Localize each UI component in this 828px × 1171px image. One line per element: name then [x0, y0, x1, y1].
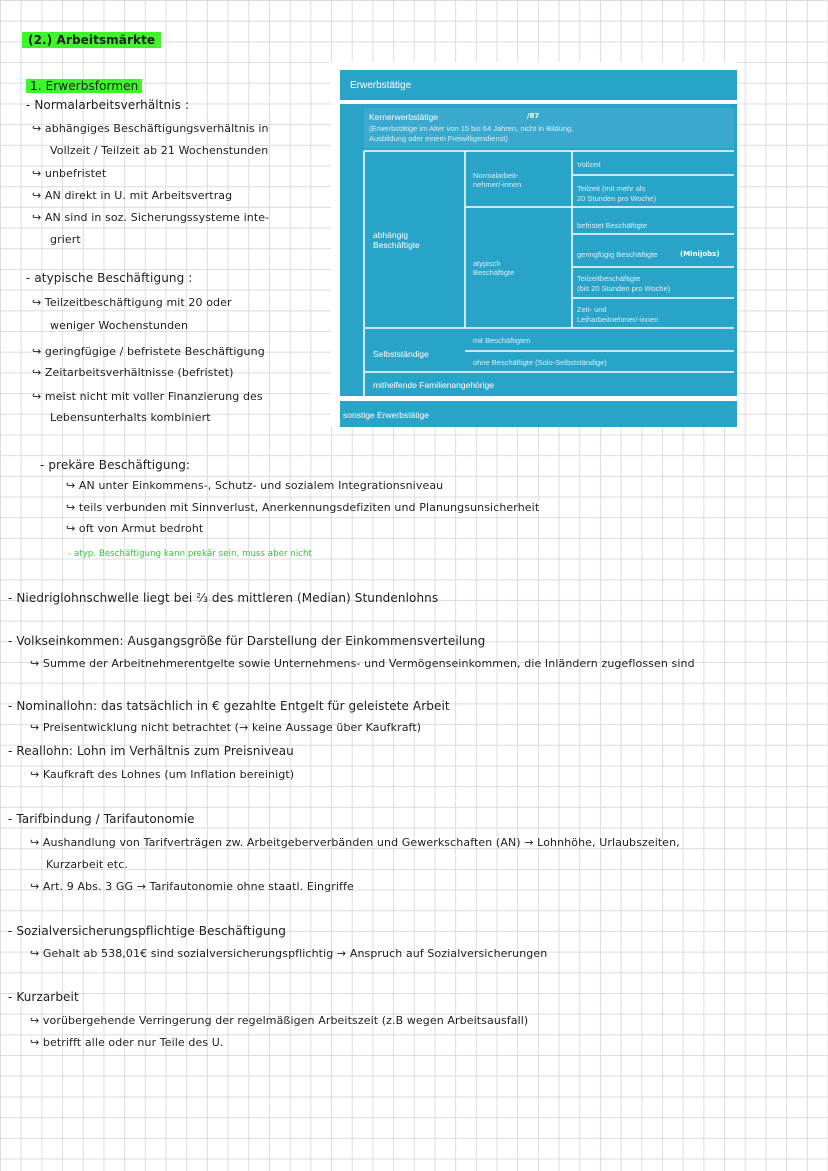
tarif-line: ↪ Aushandlung von Tarifverträgen zw. Arbeitgeberverbänden und Gewerkschaften (AN) → Lohnhöhe, Urlaubszeiten,: [30, 836, 680, 849]
kern-title: Kernerwerbstätige: [369, 112, 438, 122]
abh-label: Beschäftigte: [373, 240, 420, 250]
kern-note: /87: [527, 112, 540, 120]
reallohn-line: - Reallohn: Lohn im Verhältnis zum Preisniveau: [8, 744, 294, 758]
tarif-line: ↪ Art. 9 Abs. 3 GG → Tarifautonomie ohne staatl. Eingriffe: [30, 880, 354, 893]
section-title-erwerbsformen: 1. Erwerbsformen: [26, 79, 142, 94]
zeit-label: Leiharbeitnehmer/-innen: [577, 315, 659, 324]
vollzeit-label: Vollzeit: [577, 160, 601, 169]
mit-label: mit Beschäftigten: [473, 336, 531, 345]
prekaer-title: - prekäre Beschäftigung:: [40, 458, 191, 472]
atyp-title: - atypische Beschäftigung :: [26, 271, 193, 285]
prekaer-line: ↪ teils verbunden mit Sinnverlust, Anerkennungsdefiziten und Planungsunsicherheit: [66, 501, 540, 514]
normal-line: Vollzeit / Teilzeit ab 21 Wochenstunden: [50, 144, 269, 157]
erwerbstaetige-diagram: [331, 62, 737, 427]
normal-label: nehmer/-innen: [473, 180, 522, 189]
atyp-line: ↪ Teilzeitbeschäftigung mit 20 oder: [32, 296, 232, 309]
page-title: (2.) Arbeitsmärkte: [22, 33, 161, 48]
normal-line: ↪ unbefristet: [32, 167, 107, 180]
sonstige-label: sonstige Erwerbstätige: [343, 410, 429, 420]
volkseinkommen-line: ↪ Summe der Arbeitnehmerentgelte sowie Unternehmens- und Vermögenseinkommen, die Inländern zugeflossen sind: [30, 657, 695, 670]
abh-label: abhängig: [373, 230, 408, 240]
diagram-header-label: Erwerbstätige: [350, 80, 412, 91]
kurzarbeit-title: - Kurzarbeit: [8, 990, 79, 1004]
familie-label: mithelfende Familienangehörige: [373, 380, 494, 390]
atyp-label: Beschäftigte: [473, 268, 515, 277]
kern-sub: (Erwerbstätige im Alter von 15 bis 64 Jahren, nicht in Bildung,: [369, 124, 574, 133]
teilzeit-label: 20 Stunden pro Woche): [577, 194, 657, 203]
atyp-line: ↪ geringfügige / befristete Beschäftigung: [32, 345, 265, 358]
normal-line: griert: [50, 233, 81, 246]
teilzeitb-label: Teilzeitbeschäftigte: [577, 274, 641, 283]
ohne-label: ohne Beschäftigte (Solo-Selbstständige): [473, 358, 607, 367]
atyp-line: ↪ Zeitarbeitsverhältnisse (befristet): [32, 366, 234, 379]
minijobs-note: (Minijobs): [680, 250, 720, 258]
sozial-line: ↪ Gehalt ab 538,01€ sind sozialversicherungspflichtig → Anspruch auf Sozialversicherungen: [30, 947, 548, 960]
prekaer-note: - atyp. Beschäftigung kann prekär sein, muss aber nicht: [68, 549, 312, 559]
prekaer-line: ↪ oft von Armut bedroht: [66, 522, 204, 535]
zeit-label: Zeit- und: [577, 305, 607, 314]
teilzeit-label: Teilzeit (mit mehr als: [577, 184, 646, 193]
volkseinkommen-title: - Volkseinkommen: Ausgangsgröße für Darstellung der Einkommensverteilung: [8, 634, 486, 648]
reallohn-sub: ↪ Kaufkraft des Lohnes (um Inflation bereinigt): [30, 768, 295, 781]
nominallohn-line: - Nominallohn: das tatsächlich in € gezahlte Entgelt für geleistete Arbeit: [8, 699, 450, 713]
tarif-title: - Tarifbindung / Tarifautonomie: [8, 812, 195, 826]
sozial-title: - Sozialversicherungspflichtige Beschäftigung: [8, 924, 287, 938]
geringf-label: geringfügig Beschäftigte: [577, 250, 658, 259]
kurzarbeit-line: ↪ vorübergehende Verringerung der regelmäßigen Arbeitszeit (z.B wegen Arbeitsausfall): [30, 1014, 529, 1027]
normal-label: Normalarbeit-: [473, 171, 519, 180]
niedriglohn-line: - Niedriglohnschwelle liegt bei ⅔ des mittleren (Median) Stundenlohns: [8, 591, 439, 605]
befristet-label: befristet Beschäftigte: [577, 221, 648, 230]
normal-line: ↪ AN sind in soz. Sicherungssysteme inte-: [32, 211, 270, 224]
kern-sub: Ausbildung oder einem Freiwilligendienst): [369, 134, 508, 143]
prekaer-line: ↪ AN unter Einkommens-, Schutz- und sozialem Integrationsniveau: [66, 479, 444, 492]
normal-line: ↪ abhängiges Beschäftigungsverhältnis in: [32, 122, 269, 135]
normal-title: - Normalarbeitsverhältnis :: [26, 98, 190, 112]
atyp-label: atypisch: [473, 259, 501, 268]
selbst-label: Selbstständige: [373, 349, 429, 359]
tarif-line: Kurzarbeit etc.: [46, 858, 128, 871]
teilzeitb-label: (bis 20 Stunden pro Woche): [577, 284, 671, 293]
kurzarbeit-line: ↪ betrifft alle oder nur Teile des U.: [30, 1036, 224, 1049]
atyp-line: weniger Wochenstunden: [50, 319, 189, 332]
nominallohn-sub: ↪ Preisentwicklung nicht betrachtet (→ keine Aussage über Kaufkraft): [30, 721, 422, 734]
normal-line: ↪ AN direkt in U. mit Arbeitsvertrag: [32, 189, 233, 202]
atyp-line: ↪ meist nicht mit voller Finanzierung des: [32, 390, 263, 403]
atyp-line: Lebensunterhalts kombiniert: [50, 411, 211, 424]
